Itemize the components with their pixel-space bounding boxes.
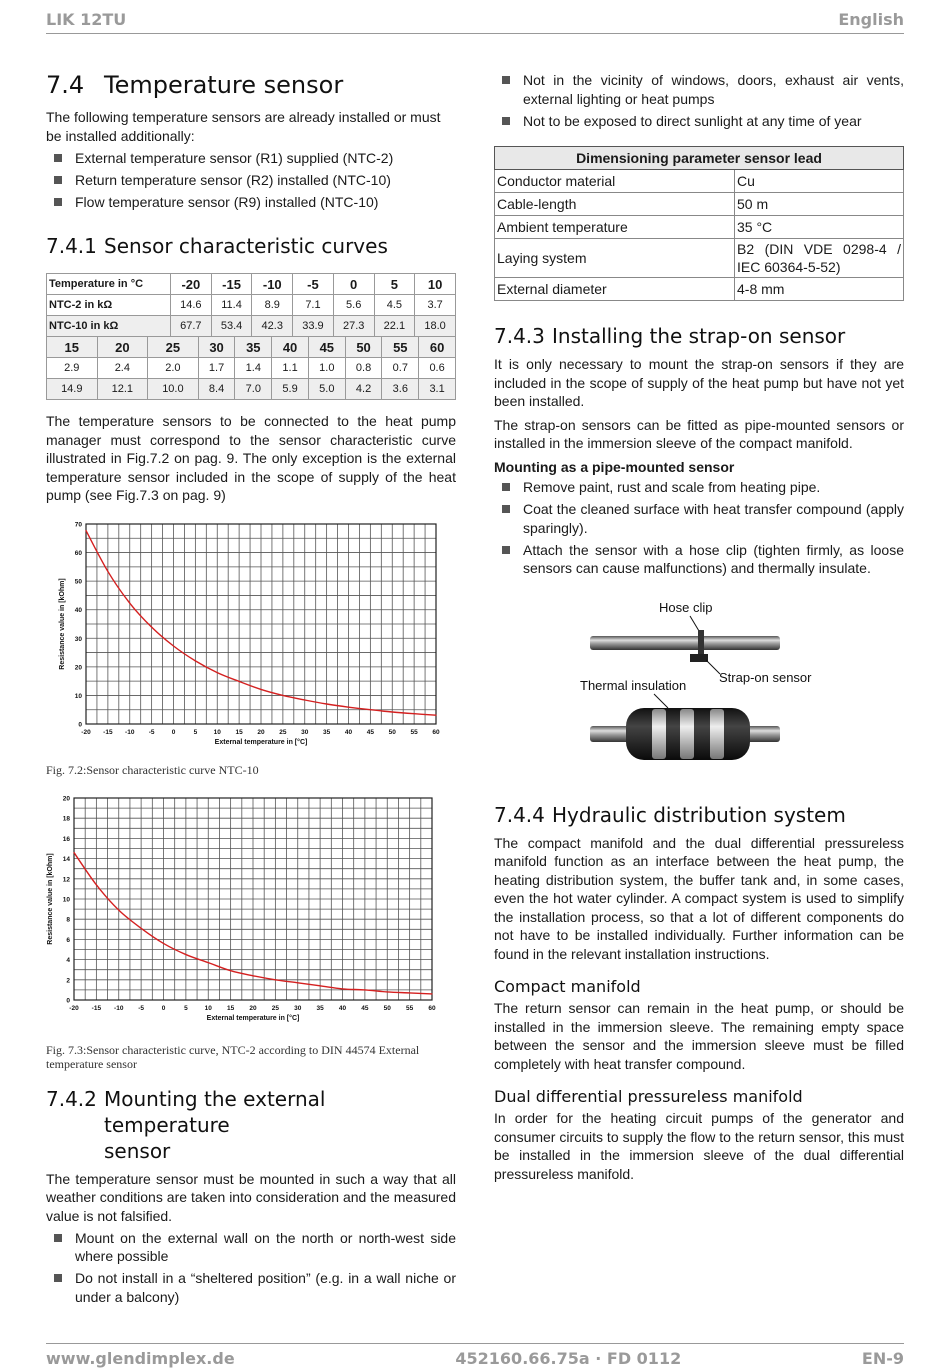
dimensioning-table — [494, 146, 904, 301]
mounting-list-cont — [494, 71, 904, 130]
section-7-4-intro: The following temperature sensors are already installed or must be installed additionally: — [46, 109, 441, 144]
table-row: Temperature in °C -20 -15 -10 -5 0 5 10 — [47, 274, 456, 295]
table-row: NTC-2 in kΩ 14.6 11.4 8.9 7.1 5.6 4.5 3.7 — [47, 295, 456, 316]
strap-on-sensor-label: Strap-on sensor — [719, 669, 812, 685]
y-tick-label: 18 — [62, 815, 70, 823]
y-tick-label: 10 — [74, 692, 82, 700]
data-point — [107, 570, 108, 571]
page-footer — [46, 1343, 904, 1370]
x-tick-label: 10 — [204, 1004, 212, 1012]
y-tick-label: 0 — [78, 721, 82, 728]
ntc2-chart — [46, 793, 456, 1025]
data-point — [370, 709, 371, 710]
sensor-list — [46, 149, 456, 212]
data-point — [387, 991, 388, 992]
section-7-4-2-heading: 7.4.2 Mounting the external temperature — [46, 1086, 326, 1137]
x-tick-label: -20 — [81, 728, 91, 736]
list-item: External temperature sensor (R1) supplied (NTC-2) — [46, 149, 456, 168]
data-point — [435, 714, 436, 715]
x-tick-label: 50 — [383, 1004, 391, 1012]
hose-clip-label: Hose clip — [659, 599, 713, 615]
table-row: 15 20 25 30 35 40 45 50 55 60 — [47, 337, 456, 358]
ntc10-chart — [46, 519, 456, 757]
data-point — [304, 699, 305, 700]
curve-paragraph: The temperature sensors to be connected to the heat pump manager must correspond to the sensor characteristic curve illustrated in Fig.7.2 on pag. 9. The only exception is the external temperature sensor included in the scope of supply of the heat pump (see Fig.7.3 on pag. 9) — [46, 413, 456, 503]
header-doc-id: LIK 12TU — [46, 10, 127, 29]
table-row: Conductor material Cu — [495, 170, 904, 193]
table-row: Laying system B2 (DIN VDE 0298-4 / IEC 60364-5-52) — [495, 239, 904, 278]
data-point — [118, 909, 119, 910]
x-tick-label: 55 — [406, 1004, 414, 1012]
data-point — [208, 962, 209, 963]
dual-manifold-para: In order for the heating circuit pumps of the generator and consumer circuits to supply the flow to the return sensor, this must be installed in the immersion sleeve of the dual differential pressureless manifold. — [494, 1110, 904, 1182]
y-tick-label: 16 — [62, 835, 70, 843]
x-tick-label: 5 — [193, 728, 198, 736]
y-tick-label: 20 — [62, 795, 70, 802]
right-column — [494, 71, 904, 1183]
list-item: Not to be exposed to direct sunlight at any time of year — [494, 112, 904, 131]
dual-manifold-heading: Dual differential pressureless manifold — [494, 1087, 803, 1106]
data-point — [348, 706, 349, 707]
header-language: English — [838, 10, 904, 29]
fig-7-3-caption: Fig. 7.3:Sensor characteristic curve, NTC-2 according to DIN 44574 External temperature sensor — [46, 1042, 420, 1071]
section-7-4-3-p1: It is only necessary to mount the strap-on sensors if they are included in the scope of supply of the heat pump but have not yet been installed. — [494, 356, 904, 409]
x-tick-label: 25 — [279, 728, 287, 736]
page-header — [46, 6, 904, 34]
x-tick-label: 60 — [432, 728, 440, 736]
x-tick-label: 15 — [227, 1004, 235, 1012]
section-7-4-3-p2: The strap-on sensors can be fitted as pipe-mounted sensors or installed in the immersion sleeve of the compact manifold. — [494, 416, 904, 451]
left-column — [46, 70, 456, 1306]
data-point — [85, 529, 86, 530]
table-row: NTC-10 in kΩ 67.7 53.4 42.3 33.9 27.3 22.1 18.0 — [47, 316, 456, 337]
data-point — [275, 979, 276, 980]
data-point — [252, 975, 253, 976]
x-tick-label: 20 — [249, 1004, 257, 1012]
list-item: Coat the cleaned surface with heat transfer compound (apply sparingly). — [494, 500, 904, 537]
pipe-mount-list — [494, 478, 904, 578]
y-tick-label: 8 — [66, 916, 70, 924]
footer-doc-number: 452160.66.75a · FD 0112 — [455, 1349, 682, 1368]
x-tick-label: 25 — [271, 1004, 279, 1012]
data-point — [364, 989, 365, 990]
data-point — [195, 660, 196, 661]
mounting-list — [46, 1229, 456, 1307]
thermal-insulation-label: Thermal insulation — [580, 677, 687, 693]
table-row: Cable-length 50 m — [495, 193, 904, 216]
data-point — [260, 688, 261, 689]
section-7-4-4-p1: The compact manifold and the dual differential pressureless manifold function as an interface between the heat pump, the heating distribution system, the buffer tank and, in some cases, even the hot water cylinder. A compact system is used to simplify the installation process, so that a lot of different components do not have to be installed individually. Further information can be found in the relevant installation instructions. — [494, 834, 904, 962]
characteristic-table-2 — [46, 336, 456, 400]
data-point — [431, 993, 432, 994]
x-tick-label: 20 — [257, 728, 265, 736]
list-item: Attach the sensor with a hose clip (tighten firmly, as loose sensors can cause malfunctions) and thermally insulate. — [494, 541, 904, 578]
x-tick-label: -10 — [114, 1004, 124, 1012]
y-tick-label: 50 — [74, 578, 82, 586]
data-point — [73, 851, 74, 852]
x-tick-label: -15 — [91, 1004, 102, 1012]
section-7-4-heading: 7.4 Temperature sensor — [46, 71, 344, 99]
x-tick-label: 35 — [323, 728, 331, 736]
x-tick-label: 0 — [171, 728, 176, 736]
table-row: 2.9 2.4 2.0 1.7 1.4 1.1 1.0 0.8 0.7 0.6 — [47, 358, 456, 379]
list-item: Mount on the external wall on the north or north-west side where possible — [46, 1229, 456, 1266]
data-point — [239, 680, 240, 681]
x-tick-label: -15 — [103, 728, 113, 736]
list-item: Not in the vicinity of windows, doors, exhaust air vents, external lighting or heat pumps — [494, 71, 904, 108]
x-tick-label: 50 — [388, 728, 396, 736]
data-point — [414, 713, 415, 714]
data-point — [96, 884, 97, 885]
compact-manifold-para: The return sensor can remain in the heat pump, or should be installed in the immersion sleeve. The remaining empty space between the sensor and the immersion sleeve must be filled completely with heat transfer compound. — [494, 1000, 904, 1072]
data-point — [320, 985, 321, 986]
y-axis-label: Resistance value in [kOhm] — [47, 852, 54, 945]
list-item: Do not install in a “sheltered position” (e.g. in a wall niche or under a balcony) — [46, 1269, 456, 1306]
section-7-4-4-heading: 7.4.4 Hydraulic distribution system — [494, 802, 846, 827]
x-tick-label: -10 — [125, 728, 135, 736]
data-point — [326, 703, 327, 704]
compact-manifold-heading: Compact manifold — [494, 977, 641, 996]
table-row: External diameter 4-8 mm — [495, 278, 904, 301]
x-axis-label: External temperature in [°C] — [214, 738, 308, 746]
x-tick-label: 35 — [316, 1004, 324, 1012]
section-7-4-2-para: The temperature sensor must be mounted in such a way that all weather conditions are taken into consideration and the measured value is not falsified. — [46, 1170, 456, 1224]
section-7-4-1-heading: 7.4.1 Sensor characteristic curves — [46, 234, 388, 258]
x-tick-label: 60 — [428, 1004, 436, 1012]
section-7-4-3-heading: 7.4.3 Installing the strap-on sensor — [494, 324, 846, 348]
data-point — [173, 645, 174, 646]
x-tick-label: 10 — [213, 728, 221, 736]
data-point — [230, 970, 231, 971]
y-tick-label: 60 — [74, 549, 82, 557]
data-point — [282, 694, 283, 695]
x-tick-label: 30 — [294, 1004, 302, 1012]
fig-7-2-caption: Fig. 7.2:Sensor characteristic curve NTC-10 — [46, 762, 259, 777]
pipe-mounted-subheading: Mounting as a pipe-mounted sensor — [494, 458, 735, 475]
x-tick-label: 0 — [161, 1004, 166, 1012]
table-row: Dimensioning parameter sensor lead — [495, 147, 904, 170]
list-item: Return temperature sensor (R2) installed (NTC-10) — [46, 171, 456, 190]
y-tick-label: 2 — [66, 976, 70, 984]
x-tick-label: -20 — [69, 1004, 79, 1012]
table-row: Ambient temperature 35 °C — [495, 216, 904, 239]
x-tick-label: 45 — [361, 1004, 369, 1012]
x-tick-label: -5 — [138, 1004, 145, 1012]
characteristic-table — [46, 273, 456, 337]
y-axis-label: Resistance value in [kOhm] — [59, 577, 66, 670]
y-tick-label: 0 — [66, 997, 70, 1004]
y-tick-label: 6 — [66, 936, 70, 944]
y-tick-label: 14 — [62, 855, 70, 863]
list-item: Remove paint, rust and scale from heating pipe. — [494, 478, 904, 497]
x-tick-label: 40 — [338, 1004, 347, 1012]
y-tick-label: 70 — [74, 521, 82, 528]
x-tick-label: 30 — [301, 728, 309, 736]
footer-page-number: EN-9 — [861, 1349, 904, 1368]
strap-on-sensor-figure — [494, 596, 904, 774]
data-point — [163, 942, 164, 943]
section-7-4-2-heading-line2: sensor — [104, 1138, 171, 1163]
data-point — [409, 992, 410, 993]
data-point — [297, 982, 298, 983]
x-axis-label: External temperature in [°C] — [206, 1014, 300, 1022]
data-point — [342, 988, 343, 989]
data-point — [141, 927, 142, 928]
y-tick-label: 4 — [66, 956, 70, 964]
data-point — [151, 626, 152, 627]
data-point — [217, 671, 218, 672]
list-item: Flow temperature sensor (R9) installed (NTC-10) — [46, 193, 456, 212]
y-tick-label: 10 — [62, 896, 70, 903]
data-point — [392, 711, 393, 712]
x-tick-label: -5 — [148, 728, 155, 736]
footer-website: www.glendimplex.de — [46, 1349, 235, 1368]
x-tick-label: 55 — [410, 728, 418, 736]
y-tick-label: 40 — [74, 606, 82, 614]
data-point — [185, 953, 186, 954]
x-tick-label: 15 — [235, 728, 243, 736]
x-tick-label: 5 — [184, 1004, 188, 1012]
table-row: 14.9 12.1 10.0 8.4 7.0 5.9 5.0 4.2 3.6 3.1 — [47, 379, 456, 400]
x-tick-label: 45 — [366, 728, 374, 736]
y-tick-label: 30 — [74, 635, 82, 643]
y-tick-label: 20 — [74, 663, 82, 671]
data-point — [129, 602, 130, 603]
y-tick-label: 12 — [62, 875, 70, 883]
pipe-top — [590, 636, 780, 650]
x-tick-label: 40 — [344, 728, 353, 736]
